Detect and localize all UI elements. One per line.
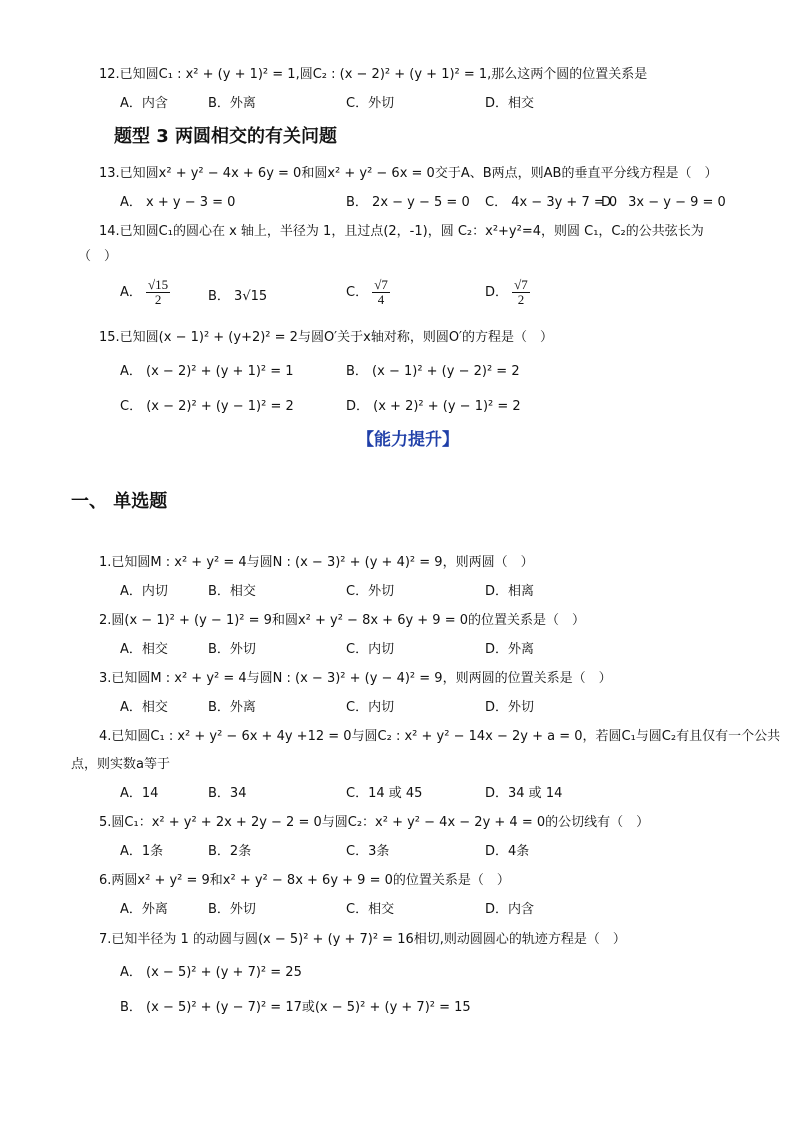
q14-stem-cont: （ ） <box>78 249 118 264</box>
numerator: √15 <box>148 277 169 292</box>
p4-stem-cont: 点，则实数a等于 <box>71 757 170 772</box>
q15-option-b: B． (x − 1)² + (y − 2)² = 2 <box>346 364 520 379</box>
numerator: √7 <box>514 277 528 292</box>
p3-option-c: C．内切 <box>346 700 395 715</box>
q12-option-a: A．内含 <box>120 96 168 111</box>
q14-option-b: B． 3√15 <box>208 289 268 304</box>
p1-option-b: B．相交 <box>208 584 256 599</box>
fraction <box>372 278 390 307</box>
q13-option-a: A． x + y − 3 = 0 <box>120 195 236 210</box>
p3-option-a: A．相交 <box>120 700 168 715</box>
option-label: D． <box>485 285 509 300</box>
p5-stem: 5.圆C₁：x² + y² + 2x + 2y − 2 = 0与圆C₂：x² + y² − 4x − 2y + 4 = 0的公切线有（ ） <box>99 815 650 830</box>
q12-option-d: D．相交 <box>485 96 535 111</box>
numerator: √7 <box>374 277 388 292</box>
p6-option-b: B．外切 <box>208 902 256 917</box>
denominator: 2 <box>154 292 162 307</box>
q14-stem: 14.已知圆C₁的圆心在 x 轴上，半径为 1，且过点(2，-1)，圆 C₂：x²+y²=4，则圆 C₁，C₂的公共弦长为 <box>99 224 704 239</box>
q15-option-a: A． (x − 2)² + (y + 1)² = 1 <box>120 364 294 379</box>
p5-option-c: C．3条 <box>346 844 390 859</box>
p3-stem: 3.已知圆M : x² + y² = 4与圆N : (x − 3)² + (y − 4)² = 9，则两圆的位置关系是（ ） <box>99 671 612 686</box>
p4-option-b: B．34 <box>208 786 247 801</box>
p3-option-b: B．外离 <box>208 700 256 715</box>
p4-option-c: C．14 或 45 <box>346 786 423 801</box>
q14-option-c <box>346 278 390 307</box>
q13-option-d: D． 3x − y − 9 = 0 <box>601 195 726 210</box>
fraction <box>146 278 170 307</box>
denominator: 4 <box>377 292 385 307</box>
p3-option-d: D．外切 <box>485 700 535 715</box>
p7-stem: 7.已知半径为 1 的动圆与圆(x − 5)² + (y + 7)² = 16相切,则动圆圆心的轨迹方程是（ ） <box>99 932 626 947</box>
q12-option-c: C．外切 <box>346 96 395 111</box>
option-label: A． <box>120 285 142 300</box>
q13-option-c: C． 4x − 3y + 7 = 0 <box>485 195 618 210</box>
option-label: C． <box>346 285 369 300</box>
q14-option-a <box>120 278 170 307</box>
p2-stem: 2.圆(x − 1)² + (y − 1)² = 9和圆x² + y² − 8x + 6y + 9 = 0的位置关系是（ ） <box>99 613 586 628</box>
p2-option-b: B．外切 <box>208 642 256 657</box>
p4-stem: 4.已知圆C₁ : x² + y² − 6x + 4y +12 = 0与圆C₂ : x² + y² − 14x − 2y + a = 0，若圆C₁与圆C₂有且仅有一个公共 <box>99 729 781 744</box>
q15-option-c: C． (x − 2)² + (y − 1)² = 2 <box>120 399 294 414</box>
p4-option-d: D．34 或 14 <box>485 786 563 801</box>
section-heading: 题型 3 两圆相交的有关问题 <box>114 126 338 147</box>
q12-option-b: B．外离 <box>208 96 256 111</box>
q15-option-d: D． (x + 2)² + (y − 1)² = 2 <box>346 399 521 414</box>
p1-option-c: C．外切 <box>346 584 395 599</box>
p1-option-d: D．相离 <box>485 584 535 599</box>
p2-option-d: D．外离 <box>485 642 535 657</box>
ability-caption: 【能力提升】 <box>357 430 459 450</box>
p2-option-a: A．相交 <box>120 642 168 657</box>
p6-option-d: D．内含 <box>485 902 535 917</box>
p4-option-a: A．14 <box>120 786 159 801</box>
p5-option-b: B．2条 <box>208 844 252 859</box>
fraction <box>512 278 530 307</box>
p6-option-a: A．外离 <box>120 902 168 917</box>
p5-option-d: D．4条 <box>485 844 530 859</box>
p7-option-b: B． (x − 5)² + (y − 7)² = 17或(x − 5)² + (y + 7)² = 15 <box>120 1000 471 1015</box>
p5-option-a: A．1条 <box>120 844 164 859</box>
denominator: 2 <box>517 292 525 307</box>
p7-option-a: A． (x − 5)² + (y + 7)² = 25 <box>120 965 302 980</box>
q14-option-d <box>485 278 530 307</box>
part-heading: 一、 单选题 <box>71 491 168 512</box>
p1-stem: 1.已知圆M : x² + y² = 4与圆N : (x − 3)² + (y + 4)² = 9，则两圆（ ） <box>99 555 534 570</box>
p1-option-a: A．内切 <box>120 584 168 599</box>
q12-stem: 12.已知圆C₁ : x² + (y + 1)² = 1,圆C₂ : (x − 2)² + (y + 1)² = 1,那么这两个圆的位置关系是 <box>99 67 648 82</box>
p6-option-c: C．相交 <box>346 902 395 917</box>
q15-stem: 15.已知圆(x − 1)² + (y+2)² = 2与圆O′关于x轴对称，则圆O′的方程是（ ） <box>99 330 554 345</box>
q13-stem: 13.已知圆x² + y² − 4x + 6y = 0和圆x² + y² − 6x = 0交于A、B两点，则AB的垂直平分线方程是（ ） <box>99 166 718 181</box>
q13-option-b: B． 2x − y − 5 = 0 <box>346 195 470 210</box>
p2-option-c: C．内切 <box>346 642 395 657</box>
p6-stem: 6.两圆x² + y² = 9和x² + y² − 8x + 6y + 9 = 0的位置关系是（ ） <box>99 873 510 888</box>
